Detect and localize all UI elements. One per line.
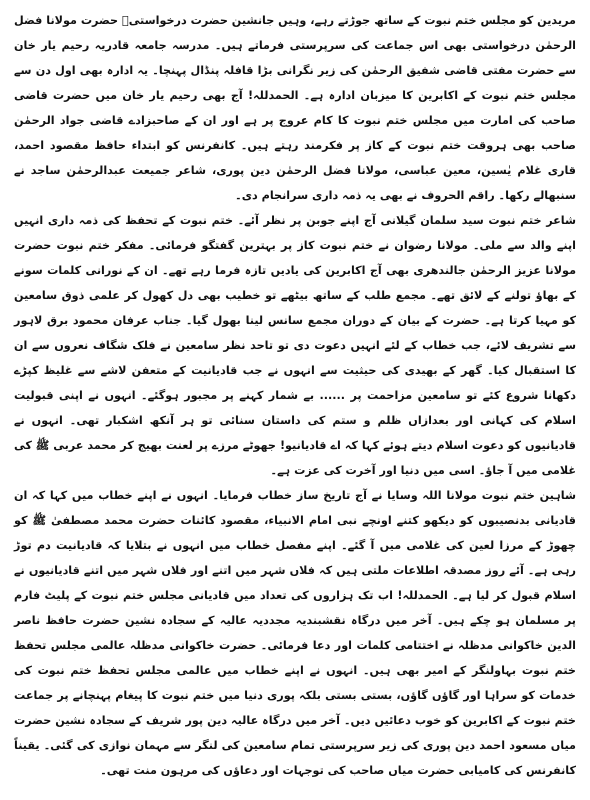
paragraph-2 <box>14 208 576 483</box>
paragraph-3-text: شاہین ختم نبوت مولانا اللہ وسایا نے آج تاریخ ساز خطاب فرمایا۔ انہوں نے اپنے خطاب میں کہا کہ ان قادیانی بدنصیبوں کو دیکھو کتنے اونچے نبی امام الانبیاء، مقصود کائنات حضرت محمد مصطفیٰ ﷺ کو چھوڑ کے مرزا لعین کی غلامی میں آ گئے۔ اپنے مفصل خطاب میں انہوں نے بتلایا کہ قادیانیت دم توڑ رہی ہے۔ آئے روز مصدقہ اطلاعات ملتی ہیں کہ فلاں شہر میں اتنے اور فلاں شہر میں اتنے قادیانیوں نے اسلام قبول کر لیا ہے۔ الحمدللہ! اب تک ہزاروں کی تعداد میں قادیانی مجلس ختم نبوت کے پلیٹ فارم پر مسلمان ہو چکے ہیں۔ آخر میں درگاہ نقشبندیہ مجددیہ عالیہ کے سجادہ نشین حضرت حافظ ناصر الدین خاکوانی مدظلہ نے اختتامی کلمات اور دعا فرمائی۔ حضرت خاکوانی مدظلہ عالمی مجلس تحفظ ختم نبوت بہاولنگر کے امیر بھی ہیں۔ انہوں نے اپنے خطاب میں عالمی مجلس تحفظ ختم نبوت کی خدمات کو سراہا اور گاؤں گاؤں، بستی بستی بلکہ پوری دنیا میں ختم نبوت کا پیغام پہنچانے پر جماعت ختم نبوت کے اکابرین کو خوب دعائیں دیں۔ آخر میں درگاہ عالیہ دین پور شریف کے سجادہ نشین حضرت میاں مسعود احمد دین پوری کی زیر سرپرستی تمام سامعین کی لنگر سے مہمان نوازی کی گئی۔ یقیناً کانفرنس کی کامیابی حضرت میاں صاحب کی توجہات اور دعاؤں کی مرہون منت تھی۔ <box>14 489 576 777</box>
paragraph-2-text: شاعر ختم نبوت سید سلمان گیلانی آج اپنے جوبن پر نظر آئے۔ ختم نبوت کے تحفظ کی ذمہ داری انہیں اپنے والد سے ملی۔ مولانا رضوان نے ختم نبوت کاز پر بہترین گفتگو فرمائی۔ مفکر ختم نبوت حضرت مولانا عزیز الرحمٰن جالندھری بھی آج اکابرین کی یادیں تازہ فرما رہے تھے۔ ان کے نورانی کلمات سونے کے بھاؤ تولنے کے لائق تھے۔ مجمع طلب کے ساتھ بیٹھے تو خطیب بھی دل کھول کر علمی ذوق سامعین کو مہیا کرتا ہے۔ حضرت کے بیان کے دوران مجمع سانس لینا بھول گیا۔ جناب عرفان محمود برق لاہور سے تشریف لائے، جب خطاب کے لئے انہیں دعوت دی تو تاحد نظر سامعین نے فلک شگاف نعروں سے ان کا استقبال کیا۔ گھر کے بھیدی کی حیثیت سے انہوں نے جب قادیانیت کے متعفن لاشے سے غلیظ کپڑے دکھانا شروع کئے تو سامعین مزاحمت پر ...... بے شمار کہنے پر مجبور ہوگئے۔ انہوں نے اپنی قبولیت اسلام کی کہانی اور بعدازاں ظلم و ستم کی داستان سنائی تو ہر آنکھ اشکبار تھی۔ انہوں نے قادیانیوں کو دعوت اسلام دیتے ہوئے کہا کہ اے قادیانیو! جھوٹے مرزے پر لعنت بھیج کر محمد عربی ﷺ کی غلامی میں آ جاؤ۔ اسی میں دنیا اور آخرت کی عزت ہے۔ <box>14 214 576 477</box>
paragraph-3 <box>14 483 576 783</box>
paragraph-1-text: مریدین کو مجلس ختم نبوت کے ساتھ جوڑتے رہے، وہیں جانشین حضرت درخواستیؒ حضرت مولانا فضل الرحمٰن درخواستی بھی اس جماعت کی سرپرستی فرماتے ہیں۔ مدرسہ جامعہ قادریہ رحیم یار خان سے حضرت مفتی قاضی شفیق الرحمٰن کی زیر نگرانی بڑا قافلہ پنڈال پہنچا۔ یہ ادارہ بھی اول دن سے مجلس ختم نبوت کے اکابرین کا میزبان ادارہ ہے۔ الحمدللہ! آج بھی رحیم یار خان میں حضرت قاضی صاحب کی امارت میں مجلس ختم نبوت کا کام عروج پر ہے اور ان کے صاحبزادے قاضی جواد الرحمٰن صاحب بھی ہروقت ختم نبوت کے کاز پر فکرمند رہتے ہیں۔ کانفرنس کو ابتداء حافظ مقصود احمد، قاری غلام یٰسین، معین عباسی، مولانا فضل الرحمٰن دین پوری، شاعر جمیعت عبدالرحمٰن ساجد نے سنبھالے رکھا۔ راقم الحروف نے بھی یہ ذمہ داری سرانجام دی۔ <box>14 14 576 202</box>
paragraph-1 <box>14 8 576 208</box>
